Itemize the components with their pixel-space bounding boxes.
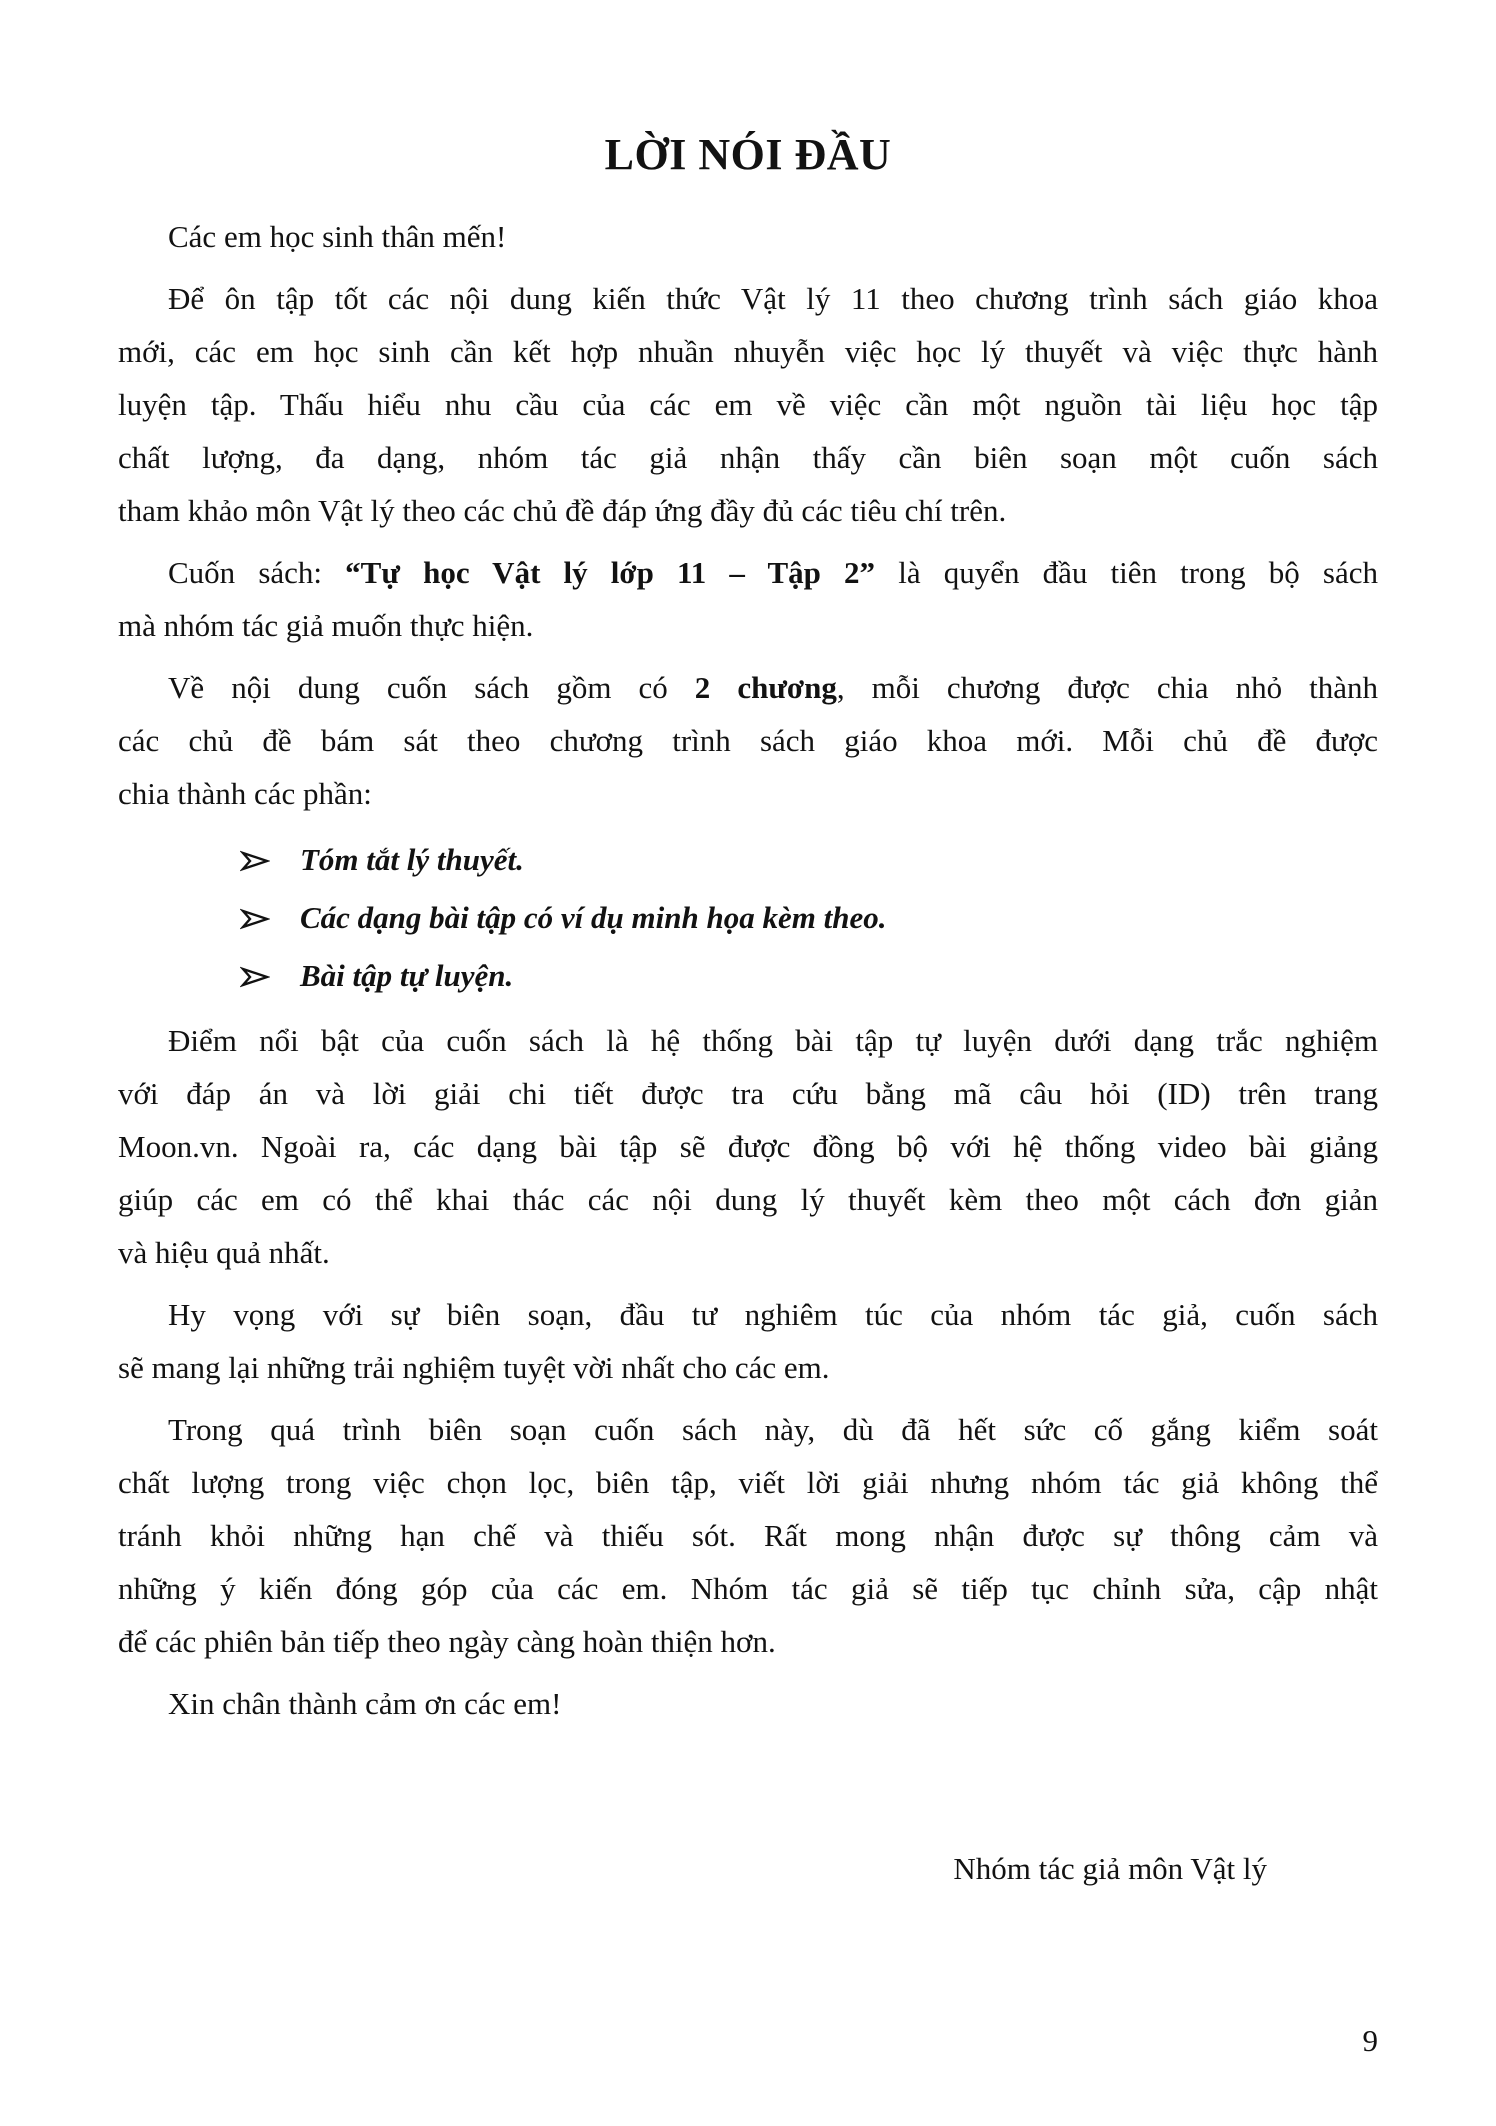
paragraph	[118, 1014, 1378, 1279]
paragraph-line: với đáp án và lời giải chi tiết được tra cứu bằng mã câu hỏi (ID) trên trang	[118, 1076, 1378, 1111]
arrowhead-right-icon	[240, 889, 300, 947]
bullet-item	[118, 889, 1378, 947]
bullet-item-label: Các dạng bài tập có ví dụ minh họa kèm theo.	[300, 900, 887, 935]
paragraph-line: những ý kiến đóng góp của các em. Nhóm tác giả sẽ tiếp tục chỉnh sửa, cập nhật	[118, 1571, 1378, 1606]
page-title: LỜI NÓI ĐẦU	[604, 130, 892, 179]
arrowhead-right-icon	[240, 831, 300, 889]
paragraph-line: chất lượng, đa dạng, nhóm tác giả nhận thấy cần biên soạn một cuốn sách	[118, 440, 1378, 475]
paragraph-line: các chủ đề bám sát theo chương trình sách giáo khoa mới. Mỗi chủ đề được	[118, 723, 1378, 758]
paragraph-line: Để ôn tập tốt các nội dung kiến thức Vật lý 11 theo chương trình sách giáo khoa	[168, 281, 1378, 316]
paragraph-line: giúp các em có thể khai thác các nội dung lý thuyết kèm theo một cách đơn giản	[118, 1182, 1378, 1217]
paragraph	[118, 272, 1378, 537]
paragraph-line: Cuốn sách: “Tự học Vật lý lớp 11 – Tập 2” là quyển đầu tiên trong bộ sách	[168, 555, 1378, 590]
paragraph	[118, 1677, 1378, 1730]
paragraph	[118, 546, 1378, 652]
paragraph-line: luyện tập. Thấu hiểu nhu cầu của các em về việc cần một nguồn tài liệu học tập	[118, 387, 1378, 422]
bullet-list	[118, 831, 1378, 1005]
paragraph-line: Điểm nổi bật của cuốn sách là hệ thống bài tập tự luyện dưới dạng trắc nghiệm	[168, 1023, 1378, 1058]
paragraph-line: và hiệu quả nhất.	[118, 1235, 330, 1270]
document-body	[118, 210, 1378, 1730]
paragraph-line: Các em học sinh thân mến!	[168, 219, 507, 254]
paragraph-line: Xin chân thành cảm ơn các em!	[168, 1686, 562, 1721]
paragraph-line: Trong quá trình biên soạn cuốn sách này, dù đã hết sức cố gắng kiểm soát	[168, 1412, 1378, 1447]
bullet-item	[118, 947, 1378, 1005]
bullet-item-label: Bài tập tự luyện.	[300, 958, 514, 993]
signature: Nhóm tác giả môn Vật lý	[953, 1851, 1267, 1886]
paragraph-line: Moon.vn. Ngoài ra, các dạng bài tập sẽ được đồng bộ với hệ thống video bài giảng	[118, 1129, 1378, 1164]
paragraph-line: mà nhóm tác giả muốn thực hiện.	[118, 608, 534, 643]
paragraph	[118, 1403, 1378, 1668]
paragraph	[118, 1288, 1378, 1394]
paragraph-line: Hy vọng với sự biên soạn, đầu tư nghiêm túc của nhóm tác giả, cuốn sách	[168, 1297, 1378, 1332]
page-number: 9	[1362, 2023, 1378, 2058]
paragraph	[118, 210, 1378, 263]
paragraph-line: Về nội dung cuốn sách gồm có 2 chương, mỗi chương được chia nhỏ thành	[168, 670, 1378, 705]
paragraph-line: tránh khỏi những hạn chế và thiếu sót. Rất mong nhận được sự thông cảm và	[118, 1518, 1378, 1553]
bullet-item	[118, 831, 1378, 889]
paragraph-line: chia thành các phần:	[118, 776, 372, 811]
paragraph	[118, 661, 1378, 820]
paragraph-line: sẽ mang lại những trải nghiệm tuyệt vời nhất cho các em.	[118, 1350, 830, 1385]
bullet-item-label: Tóm tắt lý thuyết.	[300, 842, 524, 877]
paragraph-line: tham khảo môn Vật lý theo các chủ đề đáp ứng đầy đủ các tiêu chí trên.	[118, 493, 1007, 528]
arrowhead-right-icon	[240, 947, 300, 1005]
paragraph-line: mới, các em học sinh cần kết hợp nhuần nhuyễn việc học lý thuyết và việc thực hành	[118, 334, 1378, 369]
paragraph-line: chất lượng trong việc chọn lọc, biên tập, viết lời giải nhưng nhóm tác giả không thể	[118, 1465, 1378, 1500]
paragraph-line: để các phiên bản tiếp theo ngày càng hoàn thiện hơn.	[118, 1624, 776, 1659]
